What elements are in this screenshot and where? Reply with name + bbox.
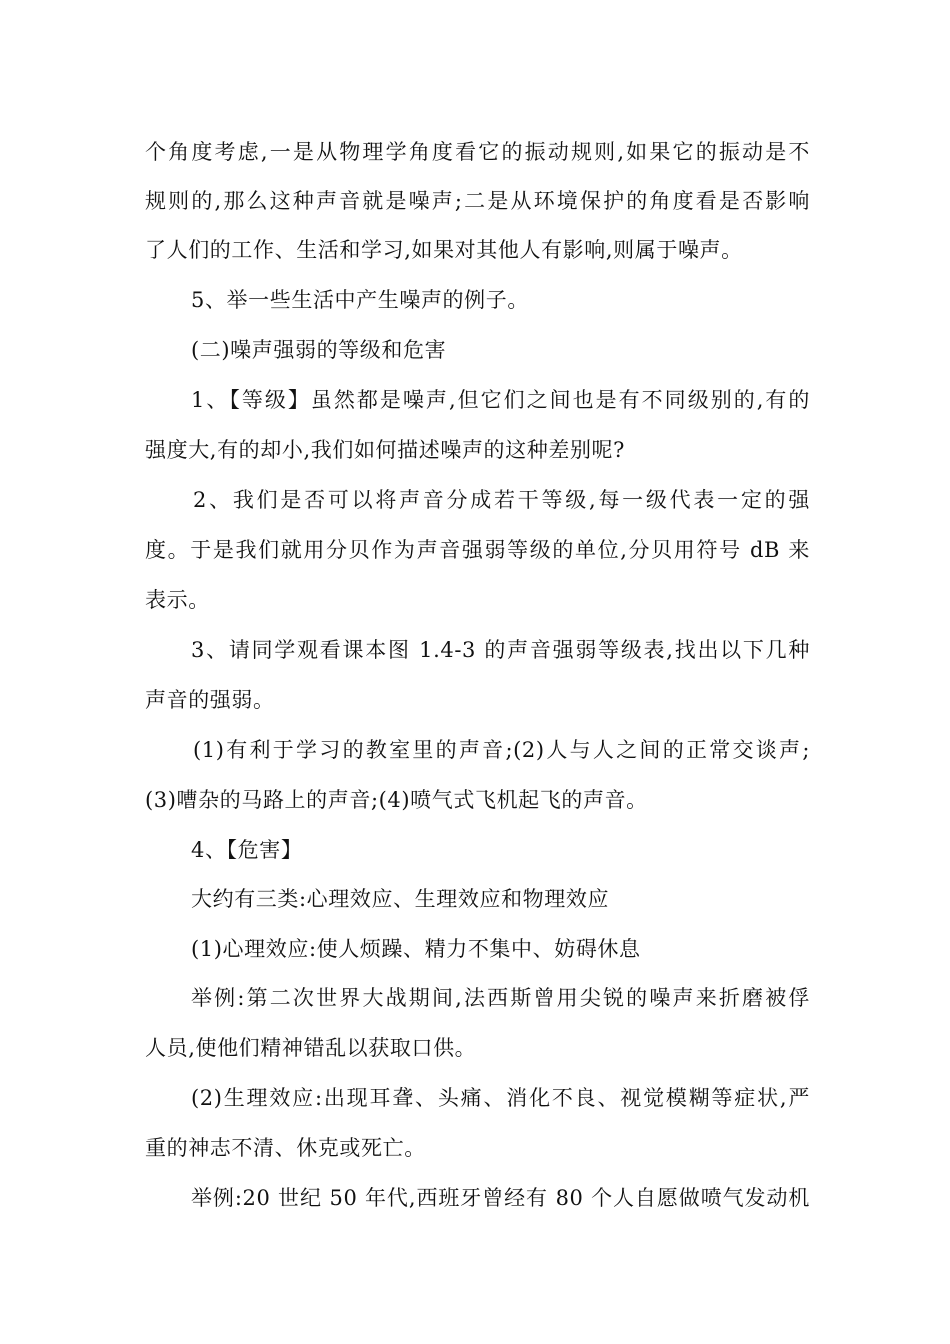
text-line-8: 2、我们是否可以将声音分成若干等级,每一级代表一定的强 <box>193 488 810 512</box>
text-line-7: 强度大,有的却小,我们如何描述噪声的这种差别呢? <box>145 438 626 462</box>
text-line-20: (2)生理效应:出现耳聋、头痛、消化不良、视觉模糊等症状,严 <box>191 1086 810 1110</box>
text-line-6: 1、【等级】虽然都是噪声,但它们之间也是有不同级别的,有的 <box>191 388 810 412</box>
text-line-9: 度。于是我们就用分贝作为声音强弱等级的单位,分贝用符号 dB 来 <box>145 538 810 562</box>
text-line-11: 3、请同学观看课本图 1.4-3 的声音强弱等级表,找出以下几种 <box>191 638 810 662</box>
text-line-13: (1)有利于学习的教室里的声音;(2)人与人之间的正常交谈声; <box>193 738 810 762</box>
section-heading: (二)噪声强弱的等级和危害 <box>191 338 447 362</box>
text-line-4: 5、举一些生活中产生噪声的例子。 <box>191 288 529 312</box>
text-line-18: 举例:第二次世界大战期间,法西斯曾用尖锐的噪声来折磨被俘 <box>191 986 810 1010</box>
text-line-22: 举例:20 世纪 50 年代,西班牙曾经有 80 个人自愿做喷气发动机 <box>191 1186 810 1210</box>
text-line-19: 人员,使他们精神错乱以获取口供。 <box>145 1036 477 1060</box>
text-line-12: 声音的强弱。 <box>145 688 275 712</box>
text-line-14: (3)嘈杂的马路上的声音;(4)喷气式飞机起飞的声音。 <box>145 788 648 812</box>
text-line-2: 规则的,那么这种声音就是噪声;二是从环境保护的角度看是否影响 <box>145 189 810 213</box>
text-line-17: (1)心理效应:使人烦躁、精力不集中、妨碍休息 <box>191 937 641 961</box>
text-line-3: 了人们的工作、生活和学习,如果对其他人有影响,则属于噪声。 <box>145 238 743 262</box>
text-line-15: 4、【危害】 <box>191 838 303 862</box>
text-line-16: 大约有三类:心理效应、生理效应和物理效应 <box>191 887 610 911</box>
text-line-21: 重的神志不清、休克或死亡。 <box>145 1136 426 1160</box>
text-line-1: 个角度考虑,一是从物理学角度看它的振动规则,如果它的振动是不 <box>145 140 810 164</box>
text-line-10: 表示。 <box>145 588 210 612</box>
